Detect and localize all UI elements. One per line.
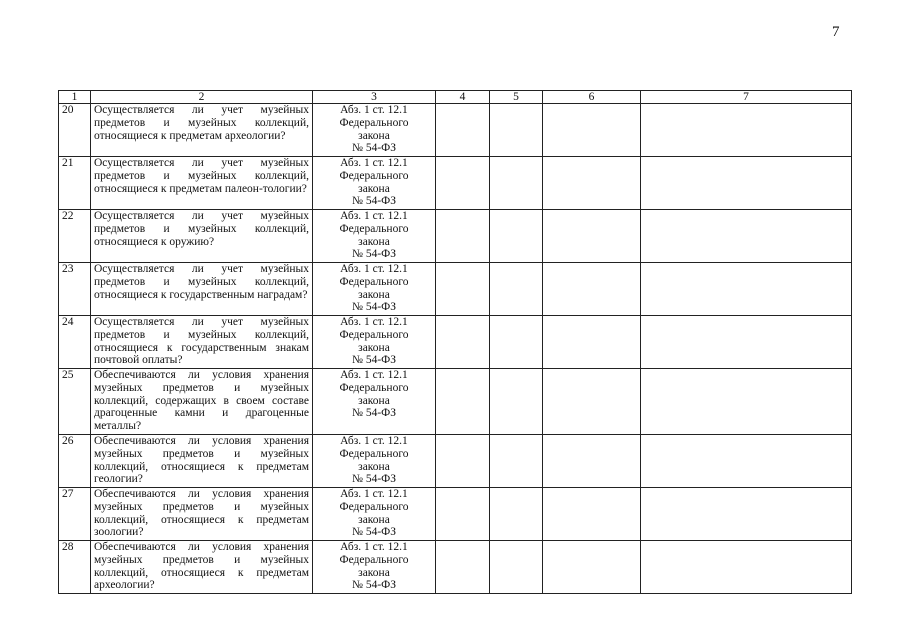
question-text: Обеспечиваются ли условия хранения музейных предметов и музейных коллекций, содержащих в своем составе драгоценные камни и драгоценные металлы? [91,369,313,435]
row-number: 21 [59,157,91,210]
cell-col-7 [641,369,852,435]
cell-col-6 [543,488,641,541]
question-text: Осуществляется ли учет музейных предметов и музейных коллекций, относящиеся к предметам археологии? [91,104,313,157]
cell-col-4 [436,263,490,316]
table-row [59,263,852,316]
table-row [59,369,852,435]
legal-reference: Абз. 1 ст. 12.1 Федерального закона № 54-ФЗ [313,263,436,316]
checklist-table [58,90,852,594]
question-text: Обеспечиваются ли условия хранения музейных предметов и музейных коллекций, относящиеся к предметам зоологии? [91,488,313,541]
cell-col-7 [641,210,852,263]
row-number: 24 [59,316,91,369]
table-row [59,104,852,157]
header-col-7: 7 [641,91,852,104]
cell-col-5 [490,316,543,369]
question-text: Обеспечиваются ли условия хранения музейных предметов и музейных коллекций, относящиеся к предметам археологии? [91,541,313,594]
cell-col-6 [543,369,641,435]
header-col-1: 1 [59,91,91,104]
cell-col-4 [436,210,490,263]
cell-col-4 [436,488,490,541]
header-col-3: 3 [313,91,436,104]
legal-reference: Абз. 1 ст. 12.1 Федерального закона № 54-ФЗ [313,157,436,210]
cell-col-6 [543,263,641,316]
header-col-2: 2 [91,91,313,104]
cell-col-7 [641,104,852,157]
cell-col-6 [543,541,641,594]
header-col-5: 5 [490,91,543,104]
cell-col-7 [641,263,852,316]
row-number: 22 [59,210,91,263]
cell-col-4 [436,435,490,488]
header-col-4: 4 [436,91,490,104]
table-row [59,210,852,263]
cell-col-5 [490,541,543,594]
question-text: Осуществляется ли учет музейных предметов и музейных коллекций, относящиеся к оружию? [91,210,313,263]
cell-col-6 [543,210,641,263]
cell-col-6 [543,435,641,488]
table-row [59,157,852,210]
table-row [59,316,852,369]
cell-col-6 [543,316,641,369]
table-row [59,488,852,541]
cell-col-7 [641,541,852,594]
question-text: Осуществляется ли учет музейных предметов и музейных коллекций, относящиеся к государственным знакам почтовой оплаты? [91,316,313,369]
legal-reference: Абз. 1 ст. 12.1 Федерального закона № 54-ФЗ [313,435,436,488]
row-number: 23 [59,263,91,316]
cell-col-7 [641,157,852,210]
cell-col-5 [490,488,543,541]
row-number: 26 [59,435,91,488]
question-text: Обеспечиваются ли условия хранения музейных предметов и музейных коллекций, относящиеся к предметам геологии? [91,435,313,488]
cell-col-5 [490,157,543,210]
header-col-6: 6 [543,91,641,104]
cell-col-4 [436,104,490,157]
cell-col-4 [436,316,490,369]
legal-reference: Абз. 1 ст. 12.1 Федерального закона № 54-ФЗ [313,369,436,435]
cell-col-4 [436,541,490,594]
table-row [59,541,852,594]
legal-reference: Абз. 1 ст. 12.1 Федерального закона № 54-ФЗ [313,210,436,263]
cell-col-4 [436,157,490,210]
page-number: 7 [832,24,840,40]
header-row [59,91,852,104]
table-row [59,435,852,488]
question-text: Осуществляется ли учет музейных предметов и музейных коллекций, относящиеся к предметам палеон-тологии? [91,157,313,210]
cell-col-5 [490,435,543,488]
cell-col-7 [641,435,852,488]
cell-col-4 [436,369,490,435]
row-number: 28 [59,541,91,594]
legal-reference: Абз. 1 ст. 12.1 Федерального закона № 54-ФЗ [313,316,436,369]
cell-col-7 [641,488,852,541]
cell-col-6 [543,157,641,210]
question-text: Осуществляется ли учет музейных предметов и музейных коллекций, относящиеся к государственным наградам? [91,263,313,316]
cell-col-5 [490,104,543,157]
cell-col-5 [490,210,543,263]
cell-col-6 [543,104,641,157]
cell-col-5 [490,369,543,435]
row-number: 25 [59,369,91,435]
legal-reference: Абз. 1 ст. 12.1 Федерального закона № 54-ФЗ [313,541,436,594]
cell-col-7 [641,316,852,369]
row-number: 20 [59,104,91,157]
row-number: 27 [59,488,91,541]
legal-reference: Абз. 1 ст. 12.1 Федерального закона № 54-ФЗ [313,488,436,541]
cell-col-5 [490,263,543,316]
legal-reference: Абз. 1 ст. 12.1 Федерального закона № 54-ФЗ [313,104,436,157]
